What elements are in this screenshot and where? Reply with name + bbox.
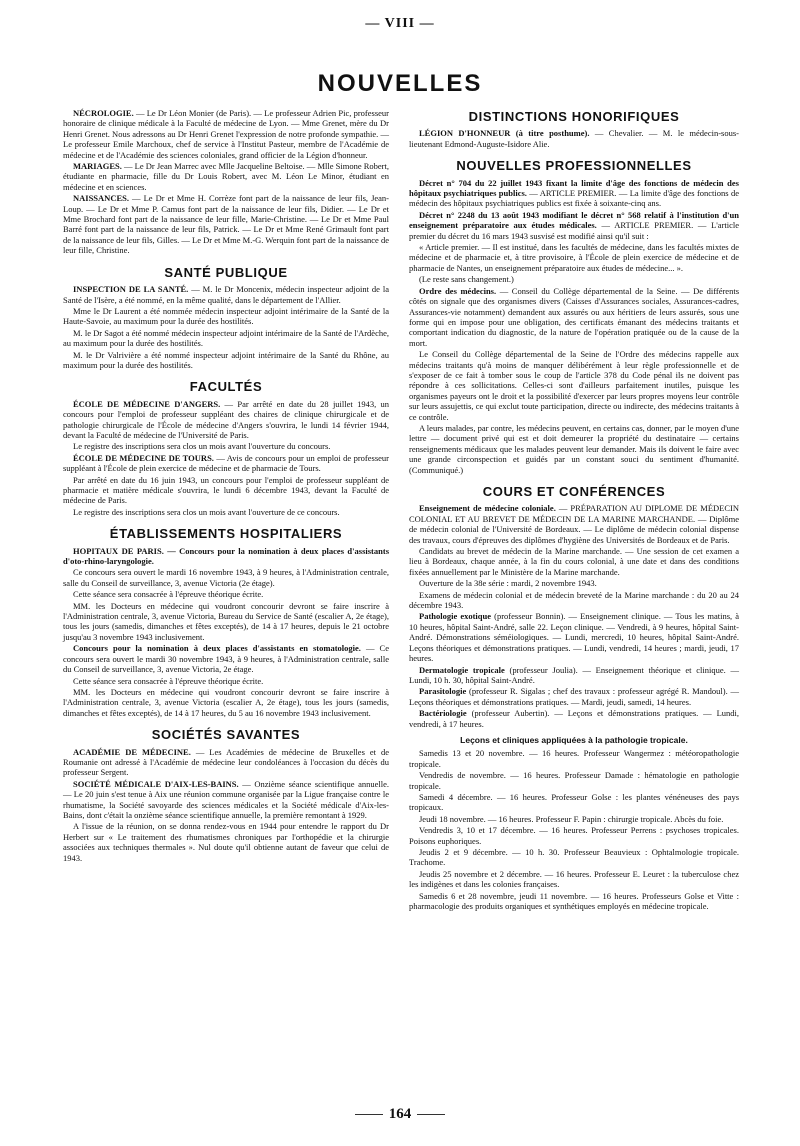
paragraph-text: Le registre des inscriptions sera clos un mois avant l'ouverture du concours. [73, 441, 331, 452]
paragraph-lead: Décret n° 704 du 22 juillet 1943 fixant la limite d'âge des fonctions de médecin des hôpitaux psychiatriques publics. [409, 177, 739, 199]
paragraph-lead: Décret n° 2248 du 13 août 1943 modifiant le décret n° 568 relatif à l'institution d'un enseignement préparatoire aux études médicales. [409, 209, 739, 231]
paragraph-lead: Pathologie exotique [419, 611, 492, 622]
paragraph-text: Jeudis 25 novembre et 2 décembre. — 16 heures. Professeur E. Leuret : la tuberculose chez les indigènes et dans les colonies françaises. [409, 868, 739, 890]
paragraph-text: Candidats au brevet de médecin de la Marine marchande. — Une session de cet examen a lieu à Bordeaux, chaque année, à la fin du cours colonial, à une date et dans des conditions fixées annuellement par le Ministère de la Marine marchande. [409, 546, 739, 577]
paragraph-text: — Le Dr et Mme H. Corrèze font part de la naissance de leur fils, Jean-Loup. — Le Dr et Mme P. Camus font part de la naissance de leur fils, Didier. — Le Dr et Mme Brochard font part de la naissance de leur fille, Marie-Christine. — Le Dr et Mme Paul Barré font part de la naissance de leur fils, Patrick. — Le Dr et Mme René Grimault font part de la naissance de leur fils, Gilles. — Le Dr et Mme M.-G. Werquin font part de la naissance de leur fille, Christine. [63, 193, 390, 256]
paragraph-text: (professeur Bonnin). — Enseignement clinique. — Tous les matins, à 10 heures, hôpital Saint-André, salle 22. Leçon clinique. — Vendredi, à 9 heures, hôpital Saint-André. Démonstrations séméiologiques. — Lundi, mercredi, 10 heures, hôpital Saint-André. Leçons théoriques et démonstrations pratiques. — Lundi, vendredi, 14 heures ; mardi, jeudi, 17 heures. [409, 611, 740, 664]
section-title-etablissements: ÉTABLISSEMENTS HOSPITALIERS [109, 526, 343, 542]
cours-section [409, 503, 739, 729]
paragraph-text: — Onzième séance scientifique annuelle. — Le 20 juin s'est tenue à Aix une réunion commune organisée par la Ligue française contre le rhumatisme, la Société savoyarde des sciences médicales et la Société médicale d'Aix-les-Bains, dont c'était la onzième séance scientifique annuelle, la première remontant à 1929. [63, 778, 390, 820]
professionnelles-section [409, 178, 739, 475]
paragraph-lead: NÉCROLOGIE. [73, 108, 134, 118]
paragraph-text: — PRÉPARATION AU DIPLOME DE MÉDECIN COLONIAL ET AU BREVET DE MÉDECIN DE LA MARINE MARCHANDE. — Diplôme de médecin colonial de l'Université de Bordeaux. — Le diplôme de médecin colonial dispense des travaux, cours d'épreuves des diplômes d'hygiène des Universités de Bordeaux et de Paris. [409, 503, 739, 545]
societes-section [63, 747, 389, 863]
paragraph [63, 676, 389, 686]
paragraph [63, 284, 389, 305]
paragraph-text: Examens de médecin colonial et de médecin breveté de la Marine marchande : du 20 au 24 décembre 1943. [409, 589, 739, 611]
paragraph-text: Jeudi 18 novembre. — 16 heures. Professeur F. Papin : chirurgie tropicale. Abcès du foie. [419, 813, 724, 824]
paragraph [63, 399, 389, 441]
section-title-facultes: FACULTÉS [189, 379, 263, 395]
paragraph [409, 792, 739, 813]
paragraph-text: — Par arrêté en date du 28 juillet 1943, un concours pour l'emploi de professeur suppléant des chaires de clinique chirurgicale et de pathologie chirurgicale de l'École de médecine d'Angers s'ouvrira, le lundi 14 février 1944, devant la Faculté de médecine de l'Université de Paris. [63, 398, 389, 440]
footer-rule-right [417, 1114, 445, 1115]
footer-rule-left [355, 1114, 383, 1115]
paragraph-text: — Ce concours sera ouvert le mardi 30 novembre 1943, à 9 heures, à l'Administration centrale, salle du Conseil de surveillance, 3, avenue Victoria, 2e étage. [63, 643, 389, 675]
paragraph-text: Samedi 4 décembre. — 16 heures. Professeur Golse : les plantes vénéneuses des pays tropicaux. [409, 791, 739, 813]
paragraph-text: A l'issue de la réunion, on se donna rendez-vous en 1944 pour entendre le rapport du Dr Herbert sur « Le traitement des rhumatismes chroniques par l'orthopédie et la chirurgie associées aux techniques thermales ». Nul doute qu'il obtienne autant de faveur que celui de 1943. [63, 821, 389, 863]
paragraph-lead: Bactériologie [419, 708, 467, 719]
sante-section [63, 284, 389, 370]
section-title-cours: COURS ET CONFÉRENCES [482, 484, 666, 499]
section-title-professionnelles: NOUVELLES PROFESSIONNELLES [456, 158, 692, 174]
paragraph-lead: Ordre des médecins. [419, 285, 497, 296]
paragraph-text: Mme le Dr Laurent a été nommée médecin inspecteur adjoint intérimaire de la Santé de la Haute-Savoie, au maximum pour la durée des hostilités. [63, 305, 389, 327]
paragraph [409, 178, 739, 209]
paragraph [63, 161, 389, 192]
paragraph [63, 507, 389, 517]
paragraph [63, 601, 389, 643]
paragraph-text: M. le Dr Sagot a été nommé médecin inspecteur adjoint intérimaire de la Santé de l'Ardèche, au maximum pour la durée des hostilités. [63, 327, 389, 349]
paragraph-text: Samedis 6 et 28 novembre, jeudi 11 novembre. — 16 heures. Professeurs Golse et Vitte : pharmacologie des produits organiques et synthétiques employés en médecine tropicale. [409, 890, 739, 912]
paragraph [63, 747, 389, 778]
paragraph-text: — M. le Dr Moncenix, médecin inspecteur adjoint de la Santé de l'Isère, a été nommé, en la même qualité, dans le département de l'Allier. [63, 284, 389, 305]
paragraph-text: Le Conseil du Collège départemental de la Seine de l'Ordre des médecins rappelle aux médecins traitants qu'à moins de manquer délibérément à leur règle professionnelle et de s'exposer de ce fait à tomber sous le coup de l'article 378 du Code pénal ils ne doivent pas répondre à ces sollicitations. Celles-ci sont d'ailleurs parfaitement inutiles, puisque les organismes payeurs ont le droit et la possibilité d'exercer par leurs propres moyens leur contrôle sur leurs assujettis, ce qui exclut toute participation, directe ou indirecte, des médecins traitants à ce contrôle. [409, 349, 739, 422]
paragraph-text: MM. les Docteurs en médecine qui voudront concourir devront se faire inscrire à l'Administration centrale, 3, avenue Victoria (escalier A, 2e étage), tous les jours (samedis, dimanches et fêtes exceptés), de 14 à 17 heures, du 5 au 16 novembre 1943 inclusivement. [63, 686, 389, 718]
necrologie-section [63, 108, 389, 256]
paragraph-lead: HOPITAUX DE PARIS. — Concours pour la nomination à deux places d'assistants d'oto-rhino-laryngologie. [63, 545, 389, 567]
paragraph [63, 441, 389, 451]
paragraph [63, 328, 389, 349]
paragraph [409, 611, 739, 663]
distinctions-section [409, 128, 739, 149]
paragraph-text: Samedis 13 et 20 novembre. — 16 heures. Professeur Wangermez : météoropathologie tropicale. [409, 748, 739, 769]
paragraph [63, 779, 389, 821]
paragraph-text: Ouverture de la 38e série : mardi, 2 novembre 1943. [419, 578, 597, 589]
paragraph [409, 748, 739, 769]
paragraph-text: Vendredis de novembre. — 16 heures. Professeur Damade : hématologie en pathologie tropicale. [409, 770, 739, 791]
paragraph-lead: Dermatologie tropicale [419, 664, 505, 675]
page-header-roman: — VIII — [365, 16, 435, 31]
paragraph-lead: Enseignement de médecine coloniale. [419, 503, 556, 514]
paragraph-lead: ÉCOLE DE MÉDECINE D'ANGERS. [73, 398, 221, 409]
paragraph [409, 242, 739, 273]
paragraph-text: (professeur Joulia). — Enseignement théorique et clinique. — Lundi, 10 h. 30, hôpital Saint-André. [409, 664, 739, 685]
section-title-distinctions: DISTINCTIONS HONORIFIQUES [468, 109, 680, 124]
paragraph [409, 349, 739, 422]
paragraph [409, 423, 739, 475]
paragraph-text: Le registre des inscriptions sera clos un mois avant l'ouverture de ce concours. [73, 506, 340, 517]
section-title-societes: SOCIÉTÉS SAVANTES [151, 727, 301, 743]
paragraph [63, 475, 389, 506]
paragraph [409, 128, 739, 149]
paragraph [409, 847, 739, 868]
paragraph-text: (professeur R. Sigalas ; chef des travaux : professeur agrégé R. Mandoul). — Leçons théoriques et démonstrations pratiques. — Mardi, jeudi, samedi, 14 heures. [409, 686, 740, 707]
paragraph-text: — Les Académies de médecine de Bruxelles et de Roumanie ont adressé à l'Académie de médecine leur condoléances à l'occasion du décès du professeur Sergent. [63, 746, 389, 778]
paragraph-lead: LÉGION D'HONNEUR (à titre posthume). [419, 128, 590, 139]
paragraph-text: — ARTICLE PREMIER. — La limite d'âge des fonctions de médecin des hôpitaux psychiatriques publics est fixée à soixante-cinq ans. [409, 188, 739, 209]
paragraph-text: MM. les Docteurs en médecine qui voudront concourir devront se faire inscrire à l'Administration centrale, 3, avenue Victoria, Bureau du Service de Santé (escalier A, 2e étage), tous les jours (samedis, dimanches et fêtes exceptés), de 14 à 17 heures, depuis le 21 octobre jusqu'au 3 novembre 1943 inclusivement. [63, 600, 389, 642]
section-title-sante: SANTÉ PUBLIQUE [164, 264, 288, 280]
paragraph-lead: ÉCOLE DE MÉDECINE DE TOURS. [73, 452, 214, 463]
page-number: 164 [388, 1106, 412, 1122]
paragraph-text: A leurs malades, par contre, les médecins peuvent, en certains cas, donner, par le moyen d'une lettre — document privé qui est et doit demeurer la propriété du destinataire — certains renseignements médicaux que les malades peuvent leur demander. Mais ils doivent le faire avec une grande circonspection et guidés par un constant souci du sentiment d'humanité. (Communiqué.) [409, 422, 739, 475]
paragraph [63, 643, 389, 674]
paragraph-text: — ARTICLE PREMIER. — L'article premier du décret du 16 mars 1943 susvisé est modifié ainsi qu'il suit : [409, 220, 740, 241]
left-column [63, 108, 389, 864]
paragraph [409, 686, 739, 707]
paragraph-lead: Parasitologie [419, 686, 467, 697]
right-column [409, 108, 739, 912]
paragraph-text: — Le Dr Léon Monier (de Paris). — Le professeur Adrien Pic, professeur honoraire de clinique médicale à la Faculté de médecine de Lyon. — Mme Grenet, mère du Dr Henri Grenet. Nous adressons au Dr Henri Grenet l'expression de notre profonde sympathie. — Le professeur Emile Marchoux, chef de service à l'Institut Pasteur, membre de l'Académie de médecine et de l'Académie des sciences coloniales, grand officier de la Légion d'honneur. [63, 108, 390, 160]
paragraph-lead: NAISSANCES. [73, 193, 129, 204]
paragraph [409, 503, 739, 545]
paragraph-text: — Conseil du Collège départemental de la Seine. — De différents côtés on signale que des organismes divers (Caisses d'Assurances sociales, Assurances-cadres, Assurances-vie notamment) demandent aux assurés ou aux héritiers de leurs assurés, sous une forme qui en impose pour une obligation, des certificats émanant des médecins traitants et comportant indication du diagnostic, de la nature de l'opération pratiquée ou de la cause de la mort. [409, 285, 740, 348]
page-number-footer [0, 1106, 800, 1123]
paragraph-text: « Article premier. — Il est institué, dans les facultés de médecine, dans les facultés mixtes de médecine et de pharmacie et, à titre provisoire, à l'École de plein exercice de médecine et de pharmacie de Nantes, un enseignement préparatoire aux études de médecine... ». [409, 242, 739, 273]
paragraph-text: M. le Dr Valrivière a été nommé inspecteur adjoint intérimaire de la Santé du Rhône, au maximum pour la durée des hostilités. [63, 349, 389, 370]
paragraph [409, 708, 739, 729]
paragraph [63, 193, 389, 255]
paragraph [63, 821, 389, 863]
paragraph-text: (Le reste sans changement.) [419, 274, 514, 285]
paragraph-text: Ce concours sera ouvert le mardi 16 novembre 1943, à 9 heures, à l'Administration centrale, salle du Conseil de surveillance, 3, avenue Victoria (2e étage). [63, 567, 389, 588]
paragraph [63, 687, 389, 718]
paragraph [63, 589, 389, 599]
paragraph [63, 546, 389, 567]
subsection-title-tropicale: Leçons et cliniques appliquées à la pathologie tropicale. [460, 734, 688, 745]
paragraph-text: (professeur Aubertin). — Leçons et démonstrations pratiques. — Lundi, vendredi, à 17 heures. [409, 708, 740, 729]
paragraph-lead: SOCIÉTÉ MÉDICALE D'AIX-LES-BAINS. [73, 778, 239, 789]
paragraph [409, 590, 739, 611]
page-title: NOUVELLES [317, 70, 483, 97]
paragraph-text: Par arrêté en date du 16 juin 1943, un concours pour l'emploi de professeur suppléant de pharmacie et matière médicale s'ouvrira, le lundi 6 décembre 1943, devant la Faculté de médecine de Paris. [63, 474, 389, 506]
paragraph-text: — Le Dr Jean Marrec avec Mlle Jacqueline Beltoise. — Mlle Simone Robert, étudiante en pharmacie, fille du Dr Louis Robert, avec M. Léon Le Minor, étudiant en médecine et en sciences. [63, 161, 389, 192]
paragraph-lead: ACADÉMIE DE MÉDECINE. [73, 746, 191, 757]
paragraph [63, 453, 389, 474]
paragraph-text: Jeudis 2 et 9 décembre. — 10 h. 30. Professeur Beauvieux : Ophtalmologie tropicale. Trachome. [409, 847, 739, 868]
paragraph [409, 210, 739, 241]
paragraph [409, 891, 739, 912]
paragraph [409, 286, 739, 348]
paragraph [63, 567, 389, 588]
paragraph [409, 770, 739, 791]
paragraph [409, 578, 739, 588]
paragraph [63, 350, 389, 371]
paragraph-lead: MARIAGES. [73, 161, 122, 172]
paragraph-text: Vendredis 3, 10 et 17 décembre. — 16 heures. Professeur Perrens : psychoses tropicales. Poisons euphoriques. [409, 825, 739, 846]
paragraph-text: Cette séance sera consacrée à l'épreuve théorique écrite. [73, 589, 264, 600]
facultes-section [63, 399, 389, 517]
paragraph [409, 546, 739, 577]
paragraph-text: — Chevalier. — M. le médecin-sous-lieutenant Edmond-Auguste-Isidore Alie. [409, 128, 739, 149]
paragraph [409, 274, 739, 284]
paragraph-text: — Avis de concours pour un emploi de professeur suppléant à l'École de plein exercice de médecine et de pharmacie de Tours. [63, 452, 389, 474]
paragraph [409, 869, 739, 890]
paragraph-text: Cette séance sera consacrée à l'épreuve théorique écrite. [73, 675, 264, 686]
paragraph [409, 825, 739, 846]
tropicale-section [409, 748, 739, 911]
paragraph [63, 108, 389, 160]
paragraph [63, 306, 389, 327]
etablissements-section [63, 546, 389, 719]
paragraph-lead: INSPECTION DE LA SANTÉ. [73, 284, 189, 295]
paragraph [409, 665, 739, 686]
paragraph-lead: Concours pour la nomination à deux places d'assistants en stomatologie. [73, 643, 361, 654]
paragraph [409, 814, 739, 824]
